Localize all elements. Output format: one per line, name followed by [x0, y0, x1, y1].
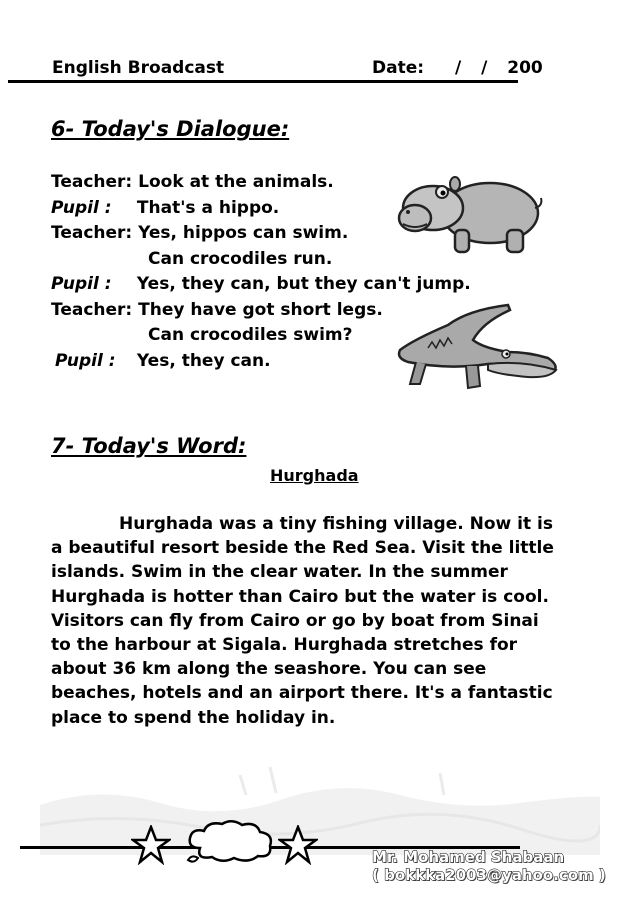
dialogue-line: [51, 272, 471, 298]
line-text: They have got short legs.: [132, 299, 383, 320]
line-text: Can crocodiles run.: [148, 248, 333, 269]
speaker: Pupil :: [55, 350, 116, 371]
line-text: Can crocodiles swim?: [148, 325, 353, 345]
star-icon: [278, 825, 318, 865]
header-title: English Broadcast: [52, 58, 225, 78]
line-text: Yes, they can, but they can't jump.: [131, 274, 471, 294]
author-email: ( bokkka2003@yahoo.com ): [372, 866, 606, 884]
speaker: Teacher:: [51, 223, 133, 243]
crocodile-icon: [388, 300, 563, 395]
line-text: Yes, hippos can swim.: [132, 223, 349, 243]
dialogue-heading: 6- Today's Dialogue:: [51, 117, 290, 141]
background-scenery: [40, 745, 600, 855]
hippo-icon: [395, 168, 545, 260]
header-rule: [8, 80, 518, 83]
speaker: Teacher:: [51, 299, 133, 320]
date-value: / / 200: [455, 58, 543, 78]
paragraph-line: Hurghada is hotter than Cairo but the water is cool.: [51, 586, 549, 607]
speaker: Pupil :: [51, 274, 112, 294]
word-title: Hurghada: [270, 466, 359, 485]
speaker: Teacher:: [51, 172, 133, 192]
paragraph-line: beaches, hotels and an airport there. It's a fantastic: [51, 683, 553, 704]
cloud-icon: [182, 818, 278, 866]
paragraph-line: a beautiful resort beside the Red Sea. Visit the little: [51, 538, 554, 559]
line-text: Yes, they can.: [131, 350, 271, 371]
line-text: That's a hippo.: [131, 197, 280, 218]
paragraph-line: islands. Swim in the clear water. In the summer: [51, 562, 508, 583]
paragraph-line: Hurghada was a tiny fishing village. Now it is: [119, 514, 553, 534]
paragraph-line: Visitors can fly from Cairo or go by boat from Sinai: [51, 610, 539, 631]
paragraph-line: about 36 km along the seashore. You can see: [51, 659, 487, 680]
word-paragraph: [51, 512, 591, 730]
line-text: Look at the animals.: [132, 172, 334, 192]
date-label: Date:: [372, 58, 425, 78]
paragraph-line: to the harbour at Sigala. Hurghada stretches for: [51, 635, 518, 656]
author-name: Mr. Mohamed Shabaan: [372, 848, 565, 866]
word-heading: 7- Today's Word:: [51, 434, 247, 458]
speaker: Pupil :: [51, 197, 112, 218]
star-icon: [131, 825, 171, 865]
paragraph-line: place to spend the holiday in.: [51, 707, 336, 728]
